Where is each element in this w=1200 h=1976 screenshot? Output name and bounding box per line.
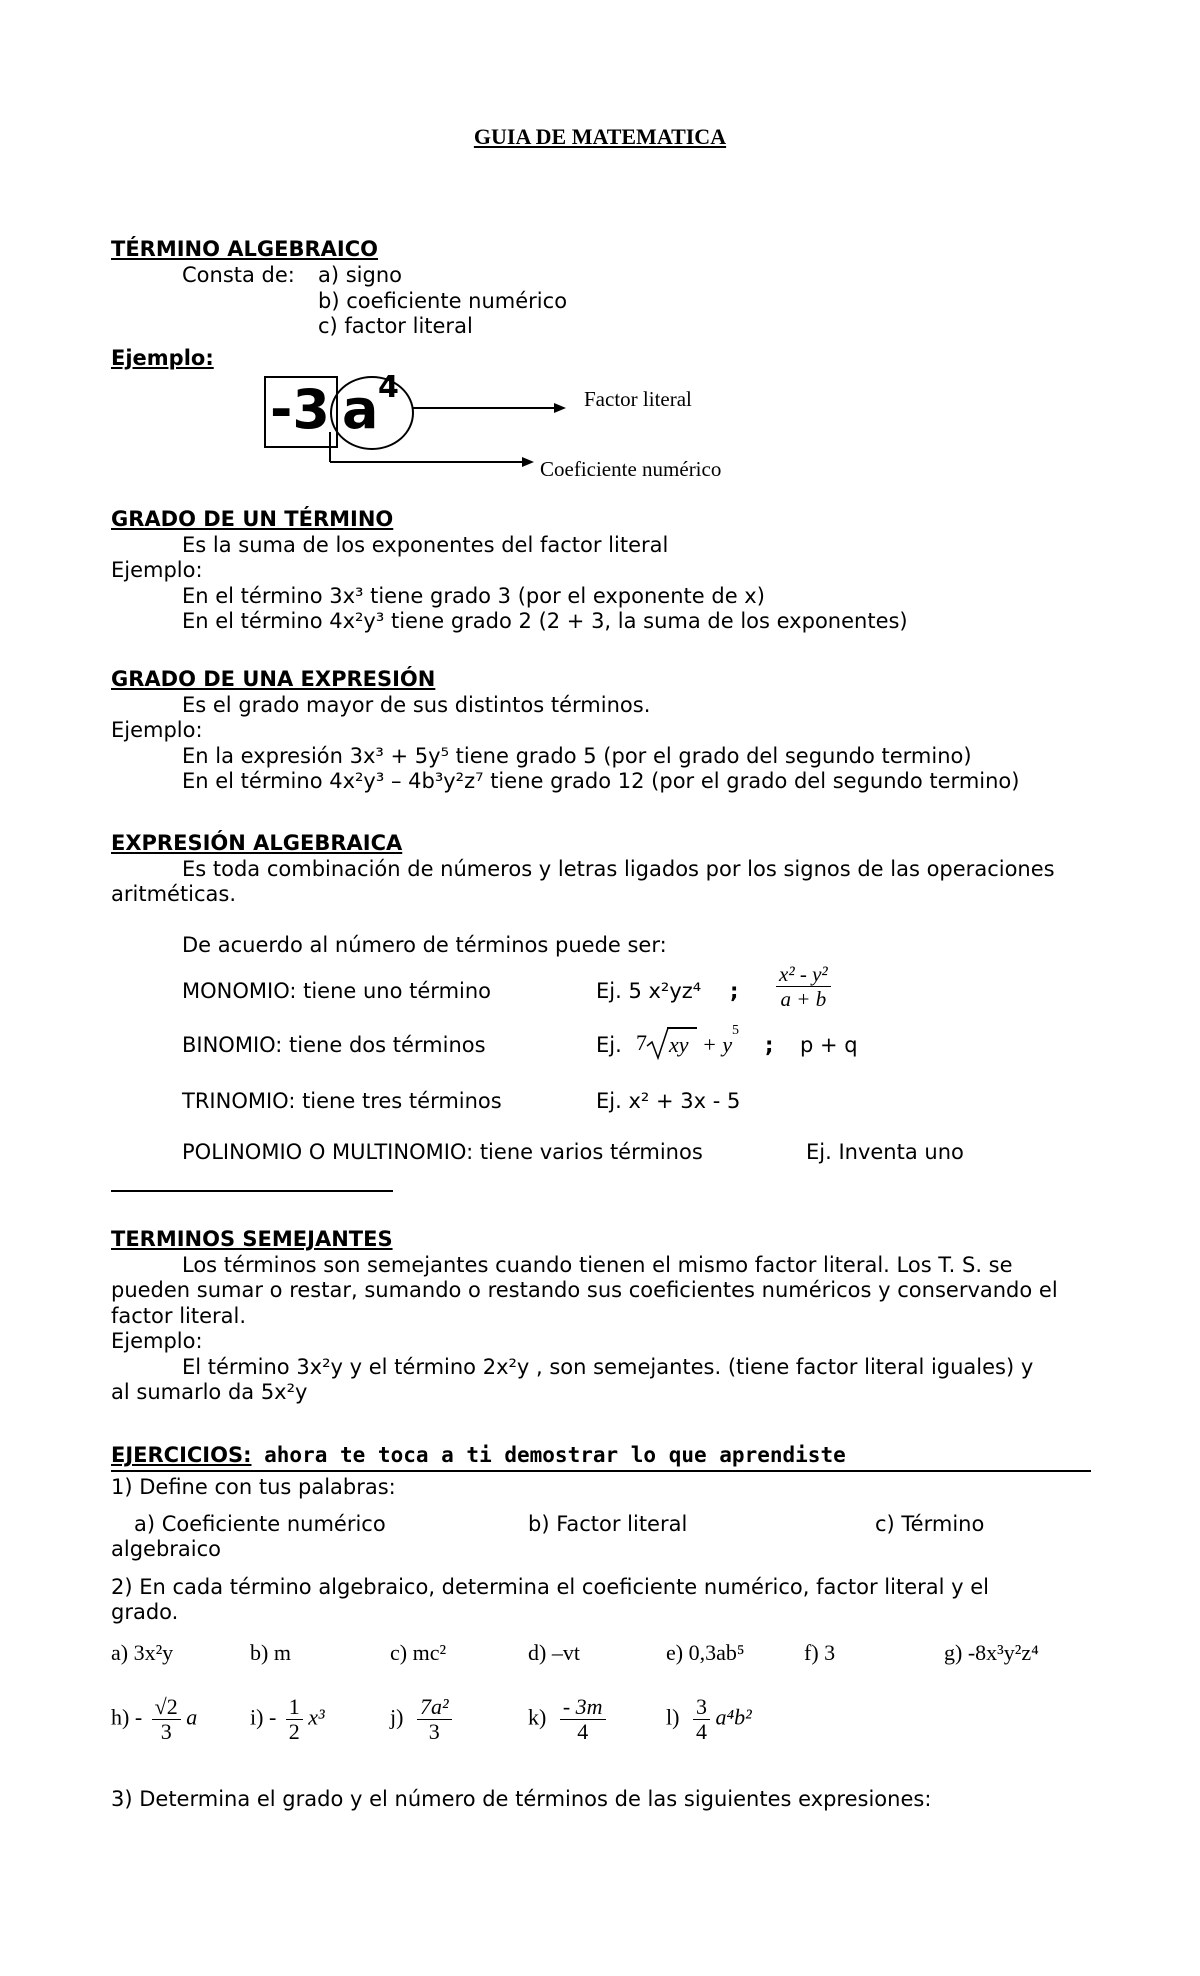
semejantes-line-1: Los términos son semejantes cuando tienen el mismo factor literal. Los T. S. se xyxy=(182,1253,1013,1277)
exercise-j-num: 7a² xyxy=(417,1695,452,1720)
question-1b: b) Factor literal xyxy=(528,1512,688,1536)
section-heading-grado-expresion: GRADO DE UNA EXPRESIÓN xyxy=(111,667,436,691)
exercise-l-var: a⁴b² xyxy=(715,1704,752,1730)
semejantes-line-2: pueden sumar o restar, sumando o restando sus coeficientes numéricos y conservando el xyxy=(111,1278,1058,1302)
exercise-h-den: 3 xyxy=(160,1719,172,1744)
binomio-radicand: xy xyxy=(669,1032,689,1057)
exercise-i-var: x³ xyxy=(308,1704,325,1730)
exercise-b: b) m xyxy=(250,1640,291,1665)
answer-line xyxy=(111,1190,393,1192)
label-coef-numerico: Coeficiente numérico xyxy=(540,457,722,481)
exercise-f: f) 3 xyxy=(804,1640,836,1665)
grado-termino-ejemplo: Ejemplo: xyxy=(111,558,203,582)
exercise-i-label: i) - xyxy=(250,1704,277,1730)
fraction-numerator: x² - y² xyxy=(776,962,831,987)
monomio-semicolon: ; xyxy=(730,979,739,1003)
exercise-k-num: - 3m xyxy=(560,1695,606,1720)
exercise-e: e) 0,3ab⁵ xyxy=(666,1640,745,1665)
exercise-l-label: l) xyxy=(666,1704,680,1730)
exercise-i-num: 1 xyxy=(286,1695,303,1720)
grado-termino-def: Es la suma de los exponentes del factor literal xyxy=(182,533,669,557)
binomio-exp: 5 xyxy=(732,1023,739,1038)
ejemplo-label: Ejemplo: xyxy=(111,346,214,370)
consta-label: Consta de: xyxy=(182,263,295,287)
grado-termino-ex2: En el término 4x²y³ tiene grado 2 (2 + 3, la suma de los exponentes) xyxy=(182,609,908,633)
binomio-coef: 7 xyxy=(636,1030,647,1055)
page-title: GUIA DE MATEMATICA xyxy=(473,124,727,149)
exercise-j-den: 3 xyxy=(428,1719,440,1744)
exercise-d: d) –vt xyxy=(528,1640,580,1665)
binomio-label: BINOMIO: tiene dos términos xyxy=(182,1033,486,1057)
question-2-line-2: grado. xyxy=(111,1600,179,1624)
question-3: 3) Determina el grado y el número de términos de las siguientes expresiones: xyxy=(111,1787,932,1811)
semejantes-ejemplo: Ejemplo: xyxy=(111,1329,203,1353)
binomio-plus-y: + y xyxy=(702,1032,733,1057)
ejercicios-subtitle: ahora te toca a ti demostrar lo que aprendiste xyxy=(251,1443,846,1467)
exercise-l-den: 4 xyxy=(695,1719,707,1744)
question-1c-cont: algebraico xyxy=(111,1537,222,1561)
section-heading-termino: TÉRMINO ALGEBRAICO xyxy=(111,237,379,261)
monomio-example: Ej. 5 x²yz⁴ xyxy=(596,979,702,1003)
item-coeficiente: b) coeficiente numérico xyxy=(318,289,568,313)
section-heading-expresion: EXPRESIÓN ALGEBRAICA xyxy=(111,831,403,855)
term-exp: 4 xyxy=(378,370,399,405)
label-factor-literal: Factor literal xyxy=(584,387,692,411)
expresion-def-1: Es toda combinación de números y letras ligados por los signos de las operaciones xyxy=(182,857,1055,881)
term-coef: -3 xyxy=(270,378,330,441)
exercise-k-label: k) xyxy=(528,1704,547,1730)
exercise-j-label: j) xyxy=(390,1704,404,1730)
fraction-denominator: a + b xyxy=(780,987,827,1011)
grado-expresion-def: Es el grado mayor de sus distintos términos. xyxy=(182,693,651,717)
exercise-c: c) mc² xyxy=(390,1640,447,1665)
grado-expresion-ex2: En el término 4x²y³ – 4b³y²z⁷ tiene grado 12 (por el grado del segundo termino) xyxy=(182,769,1020,793)
sqrt-bar xyxy=(667,1027,697,1029)
grado-termino-ex1: En el término 3x³ tiene grado 3 (por el exponente de x) xyxy=(182,584,765,608)
exercise-l-num: 3 xyxy=(693,1695,710,1720)
exercise-a: a) 3x²y xyxy=(111,1640,174,1665)
exercise-h-var: a xyxy=(186,1704,198,1730)
monomio-fraction xyxy=(776,962,831,1011)
grado-expresion-ejemplo: Ejemplo: xyxy=(111,718,203,742)
exercise-l xyxy=(666,1695,752,1744)
ejercicios-rule xyxy=(111,1470,1091,1472)
binomio-semicolon: ; xyxy=(765,1033,774,1057)
exercise-k-den: 4 xyxy=(577,1719,589,1744)
exercise-j xyxy=(390,1695,452,1744)
question-1: 1) Define con tus palabras: xyxy=(111,1475,396,1499)
ejercicios-title: EJERCICIOS: xyxy=(111,1443,252,1467)
exercise-i-den: 2 xyxy=(288,1719,300,1744)
monomio-label: MONOMIO: tiene uno término xyxy=(182,979,492,1003)
semejantes-line-3: factor literal. xyxy=(111,1304,247,1328)
ejercicios-heading xyxy=(111,1442,846,1468)
exercise-h xyxy=(111,1695,197,1744)
trinomio-example: Ej. x² + 3x - 5 xyxy=(596,1089,741,1113)
question-2-line-1: 2) En cada término algebraico, determina el coeficiente numérico, factor literal y el xyxy=(111,1575,990,1599)
binomio-alt: p + q xyxy=(800,1033,858,1057)
polinomio-label: POLINOMIO O MULTINOMIO: tiene varios términos xyxy=(182,1140,703,1164)
grado-expresion-ex1: En la expresión 3x³ + 5y⁵ tiene grado 5 (por el grado del segundo termino) xyxy=(182,744,972,768)
exercise-h-num: √2 xyxy=(152,1695,181,1720)
binomio-ej: Ej. xyxy=(596,1033,622,1057)
exercise-i xyxy=(250,1695,325,1744)
term-base: a xyxy=(342,378,379,441)
polinomio-example: Ej. Inventa uno xyxy=(806,1140,964,1164)
exercise-h-label: h) - xyxy=(111,1704,143,1730)
expresion-def-2: aritméticas. xyxy=(111,882,237,906)
section-heading-semejantes: TERMINOS SEMEJANTES xyxy=(111,1227,393,1251)
term-diagram xyxy=(262,372,762,482)
expresion-intro: De acuerdo al número de términos puede ser: xyxy=(182,933,667,957)
item-factor: c) factor literal xyxy=(318,314,473,338)
exercise-g: g) -8x³y²z⁴ xyxy=(944,1640,1039,1665)
question-1a: a) Coeficiente numérico xyxy=(134,1512,386,1536)
section-heading-grado-termino: GRADO DE UN TÉRMINO xyxy=(111,507,394,531)
question-1c: c) Término xyxy=(875,1512,985,1536)
semejantes-line-5: al sumarlo da 5x²y xyxy=(111,1380,308,1404)
semejantes-line-4: El término 3x²y y el término 2x²y , son semejantes. (tiene factor literal iguales) y xyxy=(182,1355,1034,1379)
trinomio-label: TRINOMIO: tiene tres términos xyxy=(182,1089,502,1113)
exercise-k xyxy=(528,1695,606,1744)
sqrt-symbol xyxy=(646,1026,670,1060)
item-signo: a) signo xyxy=(318,263,402,287)
